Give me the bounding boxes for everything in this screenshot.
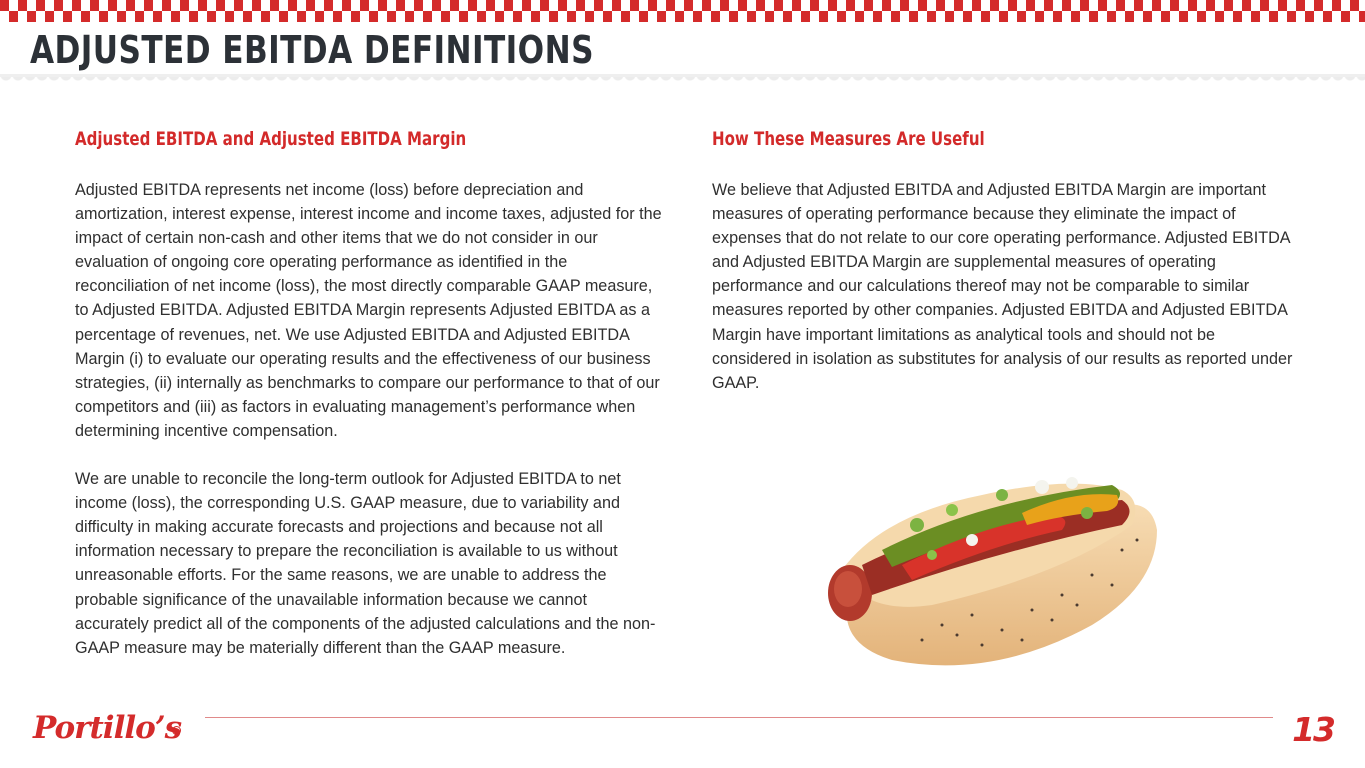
left-paragraph-2: We are unable to reconcile the long-term outlook for Adjusted EBITDA to net income (loss), the corresponding U.S. GAAP measure, due to variability and difficulty in making accurate forecasts and projections and because not all information necessary to prepare the reconciliation is available to us without unreasonable efforts. For the same reasons, we are unable to address the probable significance of the unavailable information because we cannot accurately predict all of the components of the adjusted calculations and the non-GAAP measure may be materially different than the GAAP measure. (75, 470, 656, 657)
page-title: ADJUSTED EBITDA DEFINITIONS (30, 28, 594, 72)
hot-dog-illustration (822, 455, 1167, 670)
left-heading: Adjusted EBITDA and Adjusted EBITDA Margin (75, 128, 467, 150)
portillos-logo: Portillo’s (33, 710, 182, 746)
left-paragraph-1: Adjusted EBITDA represents net income (loss) before depreciation and amortization, interest expense, interest income and income taxes, adjusted for the impact of certain non-cash and other items that we do not consider in our evaluation of ongoing core operating performance as identified in the reconciliation of net income (loss), the most directly comparable GAAP measure, to Adjusted EBITDA. Adjusted EBITDA Margin represents Adjusted EBITDA as a percentage of revenues, net. We use Adjusted EBITDA and Adjusted EBITDA Margin (i) to evaluate our operating results and the effectiveness of our business strategies, (ii) internally as benchmarks to compare our performance to that of our competitors and (iii) as factors in evaluating management’s performance when determining incentive compensation. (75, 181, 662, 440)
left-column (75, 128, 665, 660)
page-number: 13 (1292, 710, 1334, 749)
right-paragraph-1: We believe that Adjusted EBITDA and Adjusted EBITDA Margin are important measures of operating performance because they eliminate the impact of expenses that do not relate to our core operating performance. Adjusted EBITDA and Adjusted EBITDA Margin are supplemental measures of operating performance and our calculations thereof may not be comparable to similar measures reported by other companies. Adjusted EBITDA and Adjusted EBITDA Margin have important limitations as analytical tools and should not be considered in isolation as substitutes for analysis of our results as reported under GAAP. (712, 181, 1293, 392)
footer-divider (205, 717, 1273, 718)
right-column (712, 128, 1297, 395)
top-checker-border (0, 0, 1365, 22)
right-heading: How These Measures Are Useful (712, 128, 985, 150)
registered-mark-icon (172, 726, 181, 735)
